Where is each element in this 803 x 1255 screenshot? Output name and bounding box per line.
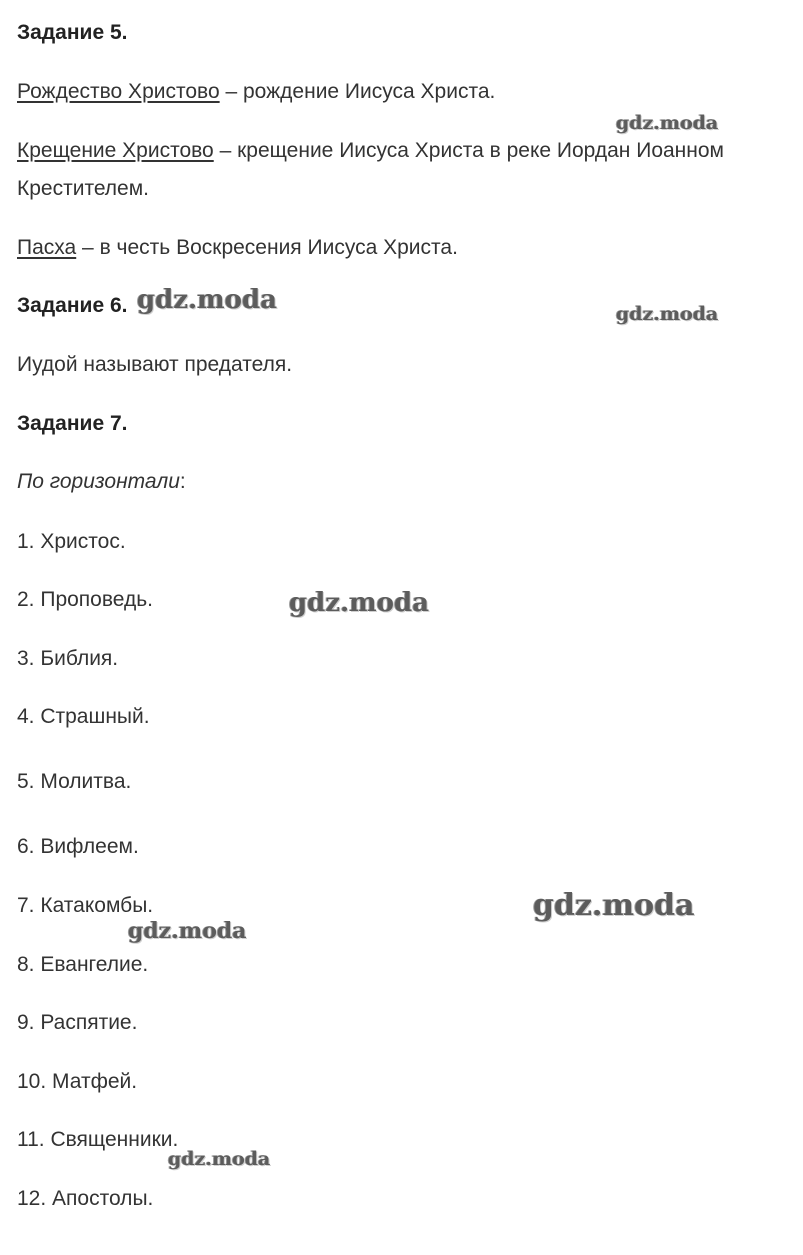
task5-item-2 xyxy=(17,138,724,164)
answer-3: 3. Библия. xyxy=(17,647,119,670)
task6-heading: Задание 6. xyxy=(17,294,128,317)
watermark: gdz.moda xyxy=(289,588,430,618)
task5-item-1 xyxy=(17,79,495,105)
answer-5: 5. Молитва. xyxy=(17,770,132,793)
answer-9: 9. Распятие. xyxy=(17,1011,138,1034)
task7-subheading xyxy=(17,469,186,495)
task5-heading: Задание 5. xyxy=(17,21,128,44)
watermark: gdz.moda xyxy=(533,888,695,923)
term-paskha: Пасха xyxy=(17,236,77,259)
watermark: gdz.moda xyxy=(616,112,719,134)
watermark: gdz.moda xyxy=(168,1148,271,1170)
answer-12: 12. Апостолы. xyxy=(17,1187,154,1210)
answer-11: 11. Священники. xyxy=(17,1128,179,1151)
answer-4: 4. Страшный. xyxy=(17,705,150,728)
term-rozhdestvo: Рождество Христово xyxy=(17,80,220,103)
definition-rozhdestvo: – рождение Иисуса Христа. xyxy=(219,80,496,103)
answer-10: 10. Матфей. xyxy=(17,1070,138,1093)
subheading-label: По горизонтали xyxy=(17,470,180,493)
answer-6: 6. Вифлеем. xyxy=(17,835,139,858)
answer-8: 8. Евангелие. xyxy=(17,953,149,976)
definition-paskha: – в честь Воскресения Иисуса Христа. xyxy=(76,236,458,259)
answer-1: 1. Христос. xyxy=(17,530,126,553)
task5-item-2-continuation: Крестителем. xyxy=(17,177,150,200)
watermark: gdz.moda xyxy=(616,303,719,325)
watermark: gdz.moda xyxy=(128,918,247,944)
answer-2: 2. Проповедь. xyxy=(17,588,154,611)
task6-answer: Иудой называют предателя. xyxy=(17,353,293,376)
term-kreshchenie: Крещение Христово xyxy=(17,139,214,162)
answer-7: 7. Катакомбы. xyxy=(17,894,154,917)
task5-item-3 xyxy=(17,235,458,261)
task7-heading: Задание 7. xyxy=(17,412,128,435)
definition-kreshchenie: – крещение Иисуса Христа в реке Иордан Иоанном xyxy=(213,139,724,162)
watermark: gdz.moda xyxy=(137,285,278,315)
subheading-colon: : xyxy=(179,470,186,493)
